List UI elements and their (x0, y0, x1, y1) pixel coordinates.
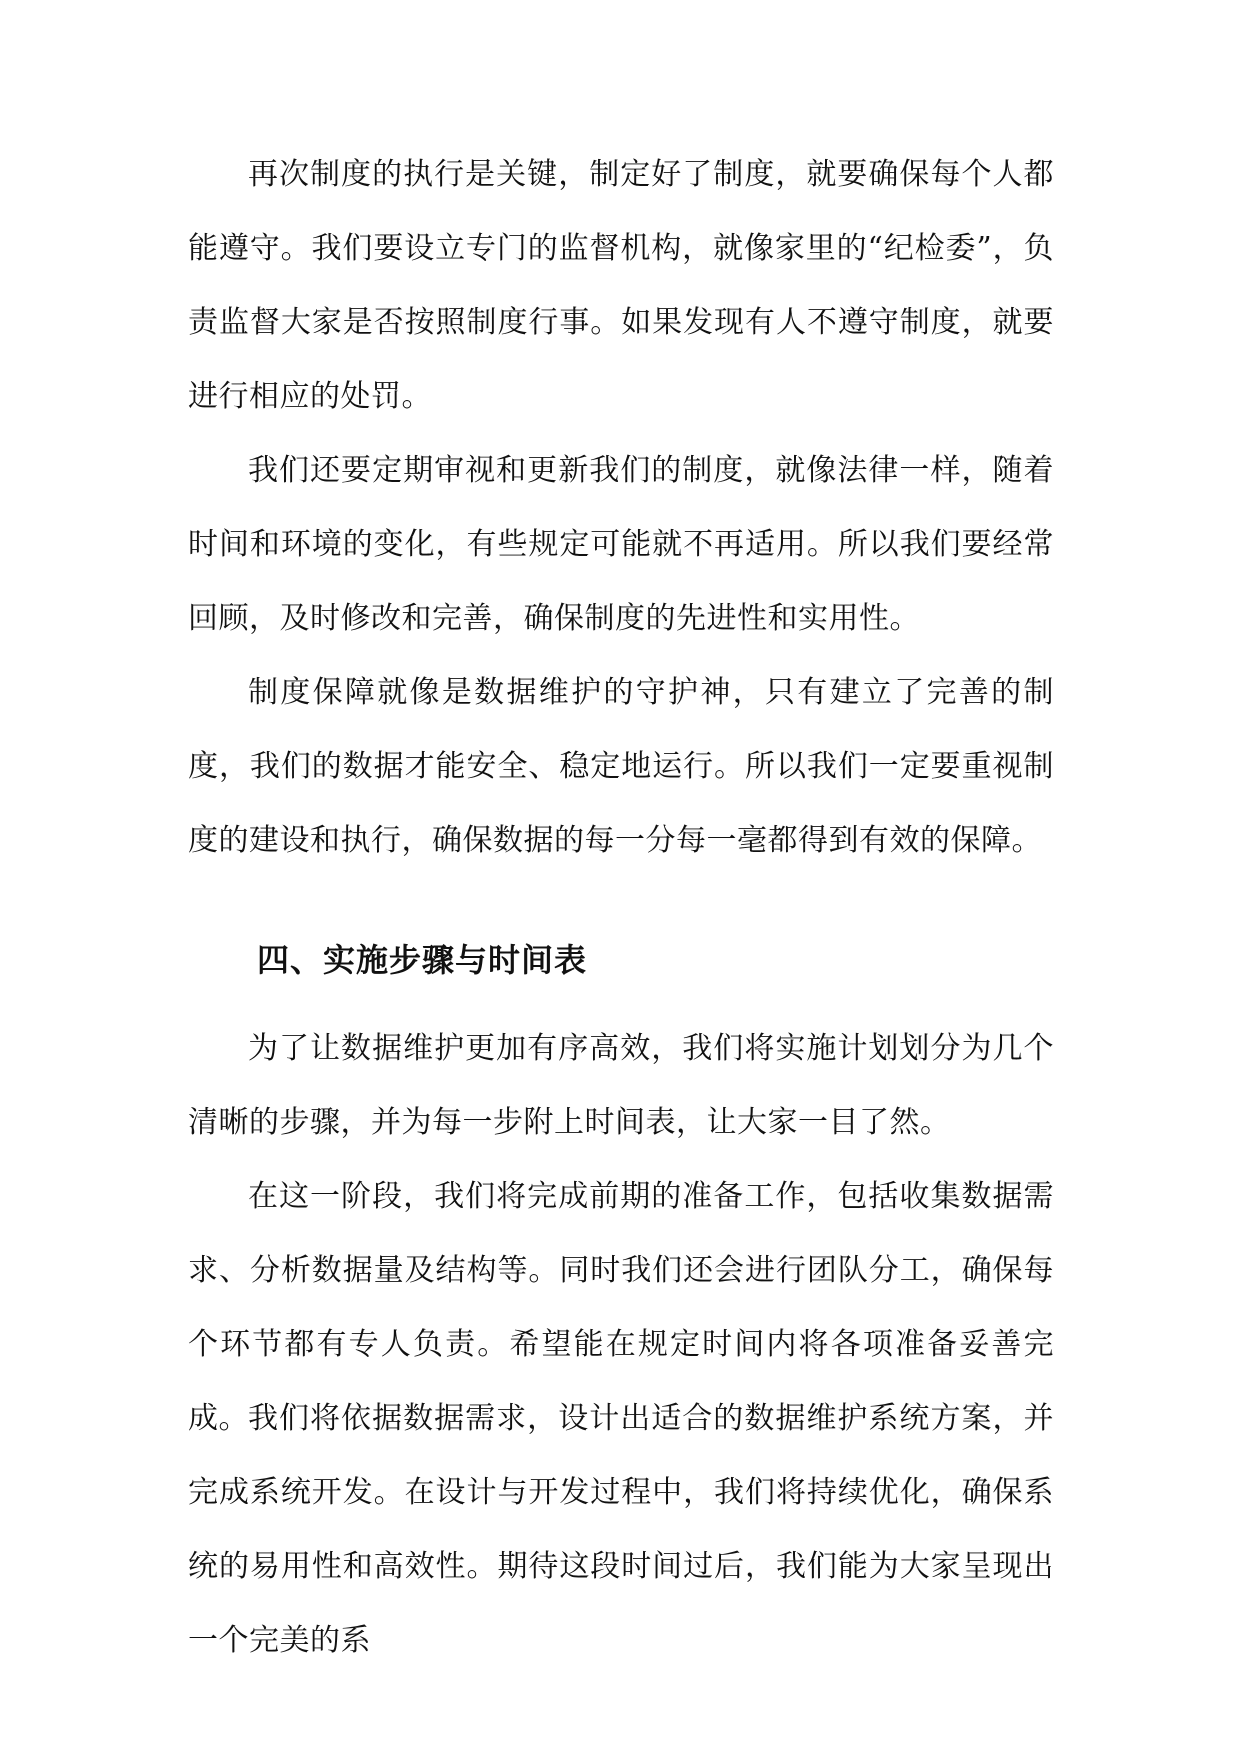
paragraph-intro-steps: 为了让数据维护更加有序高效，我们将实施计划划分为几个清晰的步骤，并为每一步附上时间表，让大家一目了然。 (188, 1031, 1054, 1140)
section-heading: 四、实施步骤与时间表 (257, 941, 588, 979)
paragraph-guarantee: 制度保障就像是数据维护的守护神，只有建立了完善的制度，我们的数据才能安全、稳定地运行。所以我们一定要重视制度的建设和执行，确保数据的每一分每一毫都得到有效的保障。 (188, 675, 1054, 858)
paragraph-review: 我们还要定期审视和更新我们的制度，就像法律一样，随着时间和环境的变化，有些规定可能就不再适用。所以我们要经常回顾，及时修改和完善，确保制度的先进性和实用性。 (188, 453, 1054, 636)
paragraph-design-development: 我们将依据数据需求，设计出适合的数据维护系统方案，并完成系统开发。在设计与开发过程中，我们将持续优化，确保系统的易用性和高效性。期待这段时间过后，我们能为大家呈现出一个完美的系 (188, 1401, 1054, 1658)
paragraph-preparation: 在这一阶段，我们将完成前期的准备工作，包括收集数据需求、分析数据量及结构等。同时我们还会进行团队分工，确保每个环节都有专人负责。希望能在规定时间内将各项准备妥善完成。 (188, 1179, 1054, 1436)
paragraph-execution: 再次制度的执行是关键，制定好了制度，就要确保每个人都能遵守。我们要设立专门的监督机构，就像家里的“纪检委”，负责监督大家是否按照制度行事。如果发现有人不遵守制度，就要进行相应的处罚。 (188, 157, 1054, 414)
